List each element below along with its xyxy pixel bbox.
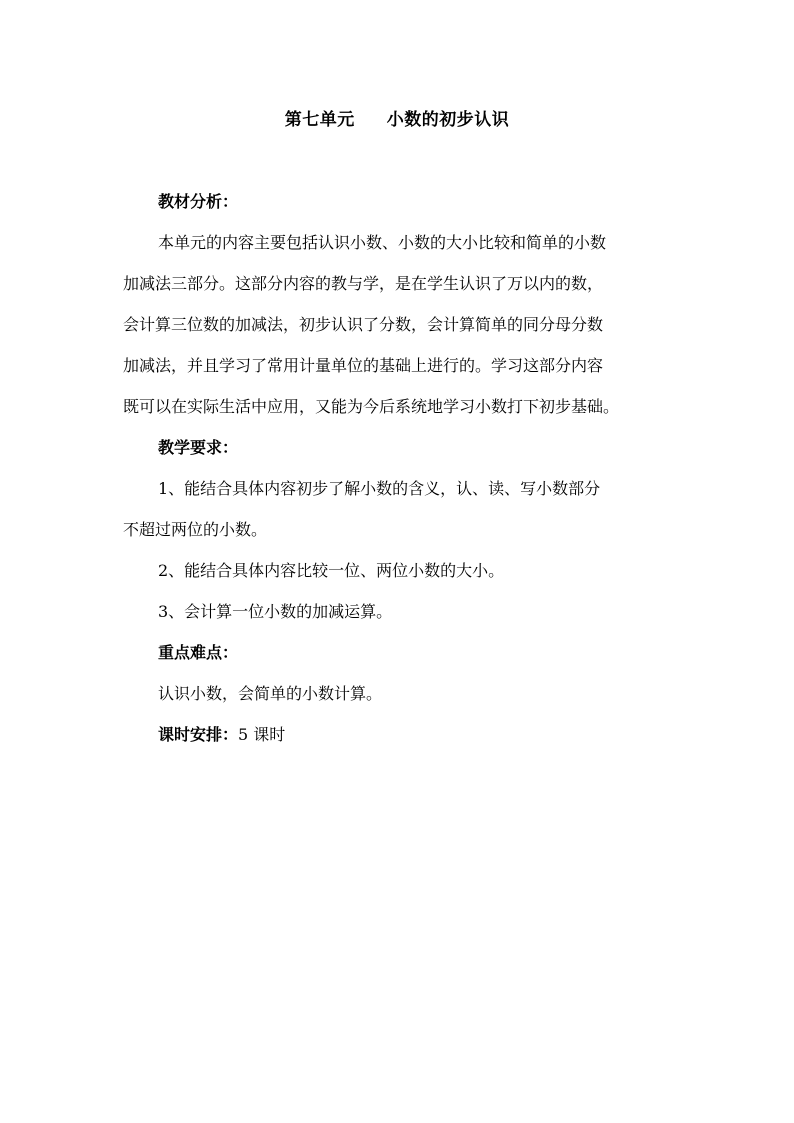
analysis-line-5: 既可以在实际生活中应用，又能为今后系统地学习小数打下初步基础。 bbox=[123, 397, 620, 416]
analysis-heading: 教材分析： bbox=[158, 192, 239, 211]
page-title: 第七单元 小数的初步认识 bbox=[284, 110, 510, 130]
schedule-value: 5 课时 bbox=[238, 725, 286, 744]
requirement-1-line-1: 1、能结合具体内容初步了解小数的含义，认、读、写小数部分 bbox=[158, 479, 601, 498]
schedule-label: 课时安排： bbox=[158, 725, 239, 744]
analysis-line-3: 会计算三位数的加减法，初步认识了分数，会计算简单的同分母分数 bbox=[123, 315, 604, 334]
requirement-1-line-2: 不超过两位的小数。 bbox=[123, 520, 268, 539]
requirements-heading: 教学要求： bbox=[158, 438, 239, 457]
requirement-2: 2、能结合具体内容比较一位、两位小数的大小。 bbox=[158, 561, 505, 580]
schedule-line bbox=[158, 725, 285, 745]
analysis-line-4: 加减法，并且学习了常用计量单位的基础上进行的。学习这部分内容 bbox=[123, 356, 604, 375]
key-points-text: 认识小数，会简单的小数计算。 bbox=[158, 684, 383, 703]
requirement-3: 3、会计算一位小数的加减运算。 bbox=[158, 602, 393, 621]
key-points-heading: 重点难点： bbox=[158, 643, 239, 662]
analysis-line-2: 加减法三部分。这部分内容的教与学，是在学生认识了万以内的数， bbox=[123, 274, 604, 293]
analysis-line-1: 本单元的内容主要包括认识小数、小数的大小比较和简单的小数 bbox=[158, 233, 607, 252]
